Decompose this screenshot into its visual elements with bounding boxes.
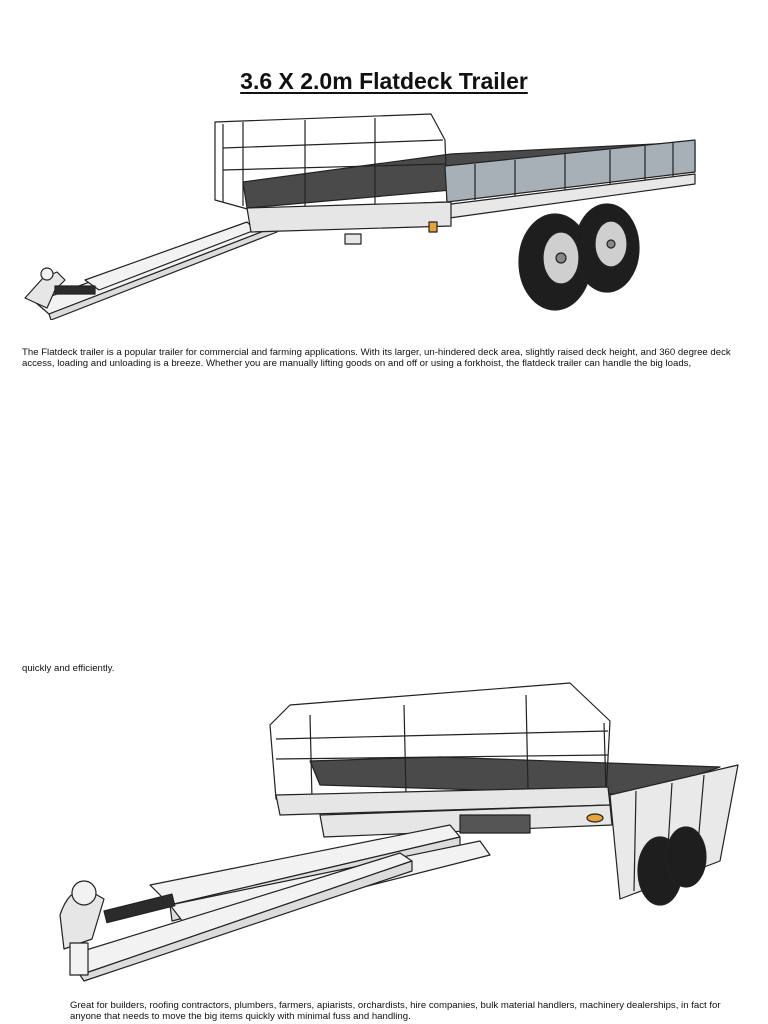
continuation-paragraph: quickly and efficiently. (22, 663, 115, 674)
page-title: 3.6 X 2.0m Flatdeck Trailer (240, 68, 528, 94)
intro-paragraph: The Flatdeck trailer is a popular trailer for commercial and farming applications. With its larger, un-hindered deck area, slightly raised deck height, and 360 degree deck access, loading and unloading is a breeze. Whether you are manually lifting goods on and off or using a forkhoist, the flatdeck trailer can handle the big loads, (22, 347, 731, 369)
uses-paragraph: Great for builders, roofing contractors, plumbers, farmers, apiarists, orchardists, hire companies, bulk material handlers, machinery dealerships, in fact for anyone that needs to move the big items quickly with minimal fuss and handling. (70, 1000, 721, 1022)
trailer-illustration-front-view (20, 675, 740, 985)
trailer-illustration-side-view (15, 110, 705, 320)
